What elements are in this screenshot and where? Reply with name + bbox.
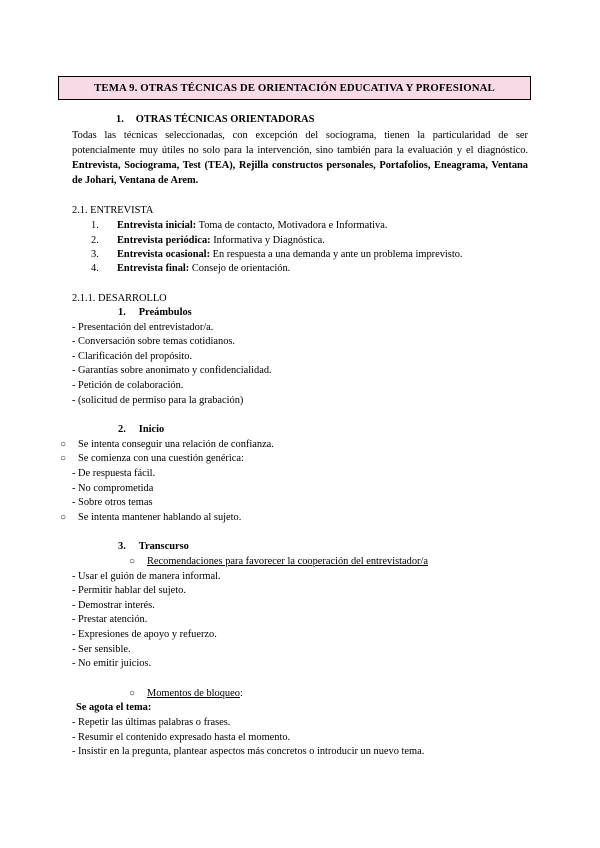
circle-bullet-icon: ○ bbox=[60, 439, 67, 450]
inicio-bullet: Se intenta mantener hablando al sujeto. bbox=[78, 512, 242, 523]
list-item: - Garantías sobre anonimato y confidencialidad. bbox=[72, 365, 272, 376]
list-item: - Demostrar interés. bbox=[72, 600, 155, 611]
circle-bullet-icon: ○ bbox=[129, 556, 136, 567]
section-1-paragraph bbox=[72, 128, 528, 188]
list-item: - No comprometida bbox=[72, 483, 154, 494]
inicio-bullet: Se intenta conseguir una relación de confianza. bbox=[78, 439, 274, 450]
preambulos-heading bbox=[118, 306, 192, 320]
list-item: - (solicitud de permiso para la grabación) bbox=[72, 395, 244, 406]
section-2-1-1-heading: 2.1.1. DESARROLLO bbox=[72, 293, 167, 304]
recomendaciones-subheading: Recomendaciones para favorecer la cooperación del entrevistador/a bbox=[147, 556, 428, 567]
item-term: Entrevista ocasional: bbox=[117, 249, 211, 260]
item-number: 1. bbox=[91, 220, 99, 231]
item-term: Entrevista inicial: bbox=[117, 220, 197, 231]
section-1-number: 1. bbox=[116, 114, 124, 125]
inicio-bullet: Se comienza con una cuestión genérica: bbox=[78, 453, 244, 464]
bloqueo-subheading bbox=[147, 687, 243, 701]
section-1-heading bbox=[116, 113, 314, 127]
item-term: Entrevista periódica: bbox=[117, 235, 211, 246]
inicio-number: 2. bbox=[118, 424, 126, 435]
item-desc: En respuesta a una demanda y ante un problema imprevisto. bbox=[210, 249, 463, 260]
section-1-techniques: Entrevista, Sociograma, Test (TEA), Rejilla constructos personales, Portafolios, Eneagrama, Ventana de Johari, Ventana de Arem. bbox=[72, 160, 528, 186]
section-1-title: OTRAS TÉCNICAS ORIENTADORAS bbox=[135, 114, 315, 125]
list-item: - Petición de colaboración. bbox=[72, 380, 184, 391]
list-item: - Ser sensible. bbox=[72, 644, 131, 655]
item-number: 4. bbox=[91, 263, 99, 274]
list-item: - Sobre otros temas bbox=[72, 497, 153, 508]
preambulos-title: Preámbulos bbox=[138, 307, 192, 318]
list-item: - Repetir las últimas palabras o frases. bbox=[72, 717, 231, 728]
section-2-1-heading: 2.1. ENTREVISTA bbox=[72, 205, 154, 216]
document-title: TEMA 9. OTRAS TÉCNICAS DE ORIENTACIÓN EDUCATIVA Y PROFESIONAL bbox=[58, 76, 531, 100]
section-1-intro: Todas las técnicas seleccionadas, con excepción del sociograma, tienen la particularidad de ser potencialmente muy útiles no solo para la intervención, sino también para la evaluación y el diagnóstico. bbox=[72, 130, 528, 156]
list-item: - Conversación sobre temas cotidianos. bbox=[72, 336, 236, 347]
list-item: - Usar el guión de manera informal. bbox=[72, 571, 221, 582]
inicio-title: Inicio bbox=[138, 424, 165, 435]
circle-bullet-icon: ○ bbox=[129, 688, 136, 699]
circle-bullet-icon: ○ bbox=[60, 453, 67, 464]
list-item: - De respuesta fácil. bbox=[72, 468, 156, 479]
list-item: - Clarificación del propósito. bbox=[72, 351, 193, 362]
item-number: 3. bbox=[91, 249, 99, 260]
list-item: - Prestar atención. bbox=[72, 614, 148, 625]
entrevista-item bbox=[91, 219, 387, 233]
preambulos-number: 1. bbox=[118, 307, 126, 318]
entrevista-item bbox=[91, 262, 290, 276]
entrevista-item bbox=[91, 248, 463, 262]
item-term: Entrevista final: bbox=[117, 263, 190, 274]
bloqueo-title: Momentos de bloqueo bbox=[147, 688, 240, 699]
item-number: 2. bbox=[91, 235, 99, 246]
agota-heading: Se agota el tema: bbox=[76, 702, 152, 713]
circle-bullet-icon: ○ bbox=[60, 512, 67, 523]
list-item: - Expresiones de apoyo y refuerzo. bbox=[72, 629, 217, 640]
item-desc: Toma de contacto, Motivadora e Informativa. bbox=[196, 220, 388, 231]
list-item: - Resumir el contenido expresado hasta el momento. bbox=[72, 732, 291, 743]
item-desc: Consejo de orientación. bbox=[189, 263, 291, 274]
transcurso-number: 3. bbox=[118, 541, 126, 552]
transcurso-title: Transcurso bbox=[138, 541, 189, 552]
list-item: - No emitir juicios. bbox=[72, 658, 152, 669]
list-item: - Permitir hablar del sujeto. bbox=[72, 585, 186, 596]
list-item: - Presentación del entrevistador/a. bbox=[72, 322, 214, 333]
bloqueo-colon: : bbox=[239, 688, 243, 699]
item-desc: Informativa y Diagnóstica. bbox=[210, 235, 325, 246]
list-item: - Insistir en la pregunta, plantear aspectos más concretos o introducir un nuevo tema. bbox=[72, 746, 425, 757]
inicio-heading bbox=[118, 423, 164, 437]
entrevista-item bbox=[91, 234, 325, 248]
transcurso-heading bbox=[118, 540, 189, 554]
